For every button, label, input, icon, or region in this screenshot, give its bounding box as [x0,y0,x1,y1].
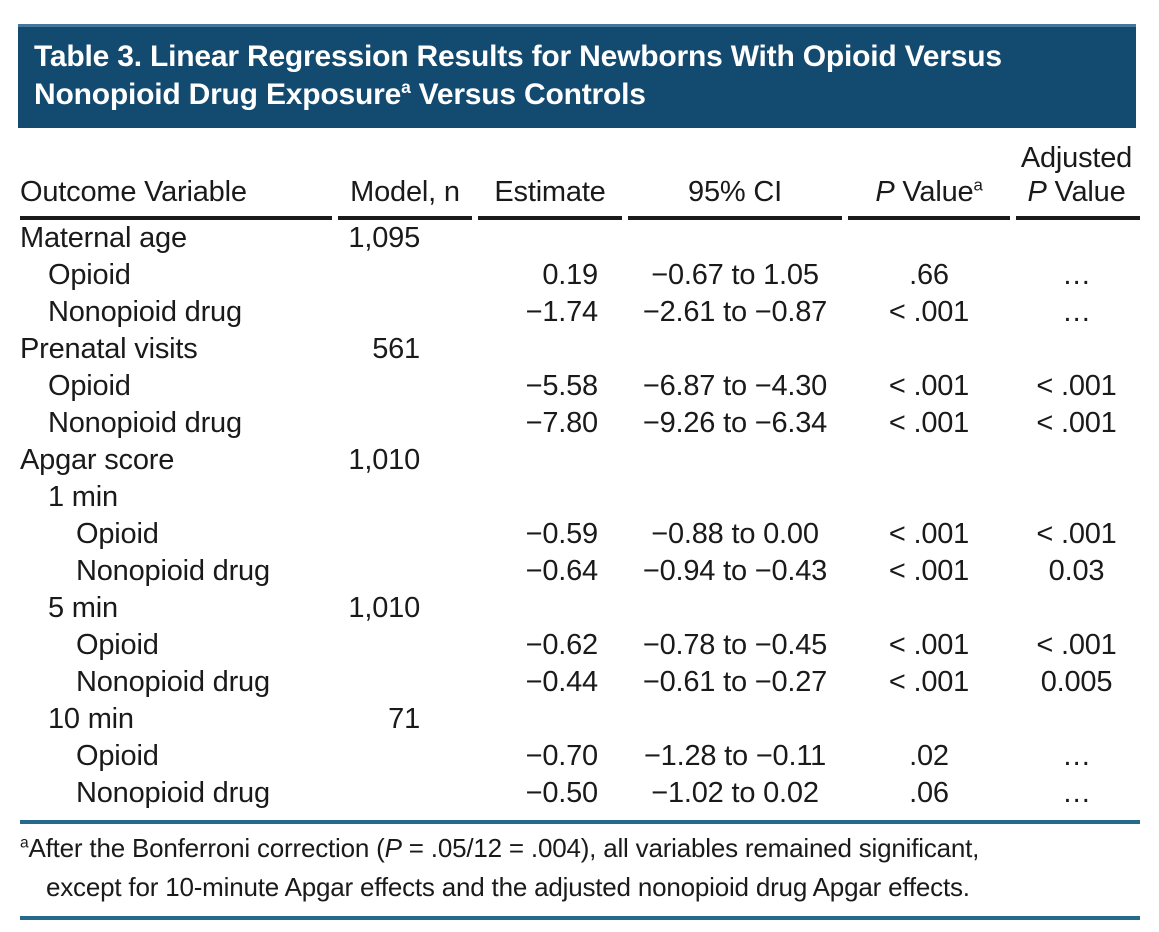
ci-cell: −0.88 to 0.00 [651,518,819,550]
column-header-95ci: 95% CI [688,176,782,208]
footnote-line1: $^a$After the Bonferroni correction (P = .05/12 = .004), all variables remained significant, [20,833,980,863]
table-grid [20,141,1140,820]
table-footnote [20,820,1140,920]
adjusted-p-cell: 0.005 [1040,666,1113,698]
table-title-line2: Nonopioid Drug Exposure$^a$ Versus Controls [34,77,646,111]
column-header-estimate: Estimate [494,176,606,208]
adjusted-p-cell: < .001 [1036,407,1117,439]
model-n-cell [335,405,475,442]
model-n-cell: 1,095 [348,222,420,254]
p-value-cell [845,479,1013,516]
ci-cell [625,701,845,738]
p-value-cell: < .001 [888,518,970,550]
outcome-cell: Opioid [76,629,159,661]
estimate-cell: −0.70 [525,740,598,772]
outcome-cell: Nonopioid drug [48,296,242,328]
adjusted-p-cell: 0.03 [1048,555,1105,587]
ci-cell: −0.61 to −0.27 [642,666,828,698]
outcome-cell: 5 min [48,592,118,624]
estimate-cell: −0.50 [525,777,598,809]
p-value-footnote-marker: a [973,175,983,195]
regression-table [20,141,1140,820]
adjusted-p-cell [1013,220,1140,257]
estimate-cell: 0.19 [542,259,598,291]
footnote-line2: except for 10-minute Apgar effects and the adjusted nonopioid drug Apgar effects. [46,872,970,902]
adjusted-p-cell [1013,590,1140,627]
p-value-cell [845,442,1013,479]
ci-cell: −0.78 to −0.45 [642,629,828,661]
ci-cell: −2.61 to −0.87 [642,296,828,328]
p-value-cell [845,220,1013,257]
outcome-cell: Prenatal visits [20,333,198,365]
p-value-cell: .02 [909,740,949,772]
outcome-cell: Opioid [76,740,159,772]
column-header-outcome-variable: Outcome Variable [20,176,247,208]
outcome-cell: Nonopioid drug [48,407,242,439]
ci-cell: −9.26 to −6.34 [642,407,828,439]
adjusted-p-cell: < .001 [1036,370,1117,402]
model-n-cell [335,257,475,294]
model-n-cell: 561 [372,333,420,365]
model-n-cell: 71 [388,703,420,735]
outcome-cell: Apgar score [20,444,175,476]
title-footnote-marker: a [401,77,411,97]
model-n-cell: 1,010 [348,444,420,476]
estimate-cell: −0.64 [525,555,598,587]
adjusted-p-cell: < .001 [1036,518,1117,550]
model-n-cell [335,553,475,590]
column-header-p-value: P Value$^a$ [875,175,983,208]
adjusted-p-cell: … [1062,296,1091,328]
p-value-cell: .06 [909,777,949,809]
table-title-line1: Table 3. Linear Regression Results for Newborns With Opioid Versus [34,40,1002,73]
estimate-cell: −7.80 [525,407,598,439]
model-n-cell [335,664,475,701]
footnote-marker: a [20,834,29,852]
outcome-cell: Nonopioid drug [76,555,270,587]
ci-cell [625,590,845,627]
ci-cell [625,220,845,257]
estimate-cell [475,701,625,738]
adjusted-p-cell [1013,331,1140,368]
outcome-cell: Nonopioid drug [76,666,270,698]
adjusted-p-cell: < .001 [1036,629,1117,661]
adjusted-p-cell [1013,479,1140,516]
p-value-cell: < .001 [888,296,970,328]
estimate-cell [475,220,625,257]
p-value-cell: < .001 [888,407,970,439]
outcome-cell: Nonopioid drug [76,777,270,809]
estimate-cell: −1.74 [525,296,598,328]
estimate-cell [475,479,625,516]
p-value-cell [845,331,1013,368]
adjusted-p-cell [1013,701,1140,738]
ci-cell: −6.87 to −4.30 [642,370,828,402]
p-value-cell [845,590,1013,627]
estimate-cell [475,331,625,368]
adjusted-p-cell: … [1062,777,1091,809]
outcome-cell: Opioid [76,518,159,550]
p-value-cell: .66 [909,259,949,291]
estimate-cell: −0.59 [525,518,598,550]
ci-cell: −1.02 to 0.02 [651,777,819,809]
adjusted-p-cell [1013,442,1140,479]
model-n-cell [335,516,475,553]
ci-cell: −0.94 to −0.43 [642,555,828,587]
model-n-cell [335,368,475,405]
column-header-model-n: Model, n [350,176,460,208]
p-value-cell: < .001 [888,666,970,698]
ci-cell [625,479,845,516]
outcome-cell: Opioid [48,259,131,291]
p-value-cell [845,701,1013,738]
model-n-cell: 1,010 [348,592,420,624]
model-n-cell [335,627,475,664]
estimate-cell: −0.44 [525,666,598,698]
outcome-cell: 10 min [48,703,134,735]
estimate-cell [475,442,625,479]
ci-cell: −0.67 to 1.05 [651,259,819,291]
outcome-cell: Maternal age [20,222,187,254]
ci-cell [625,331,845,368]
p-value-cell: < .001 [888,370,970,402]
estimate-cell: −0.62 [525,629,598,661]
outcome-cell: 1 min [48,481,118,513]
p-value-cell: < .001 [888,555,970,587]
p-value-cell: < .001 [888,629,970,661]
model-n-cell [335,294,475,331]
model-n-cell [335,479,475,516]
model-n-cell [335,738,475,775]
ci-cell: −1.28 to −0.11 [643,740,827,772]
table-title-bar [18,24,1136,128]
estimate-cell: −5.58 [525,370,598,402]
column-header-adjusted-p-value: Adjusted P Value [1020,142,1133,208]
ci-cell [625,442,845,479]
adjusted-p-cell: … [1062,740,1091,772]
estimate-cell [475,590,625,627]
model-n-cell [335,775,475,812]
outcome-cell: Opioid [48,370,131,402]
adjusted-p-cell: … [1062,259,1091,291]
